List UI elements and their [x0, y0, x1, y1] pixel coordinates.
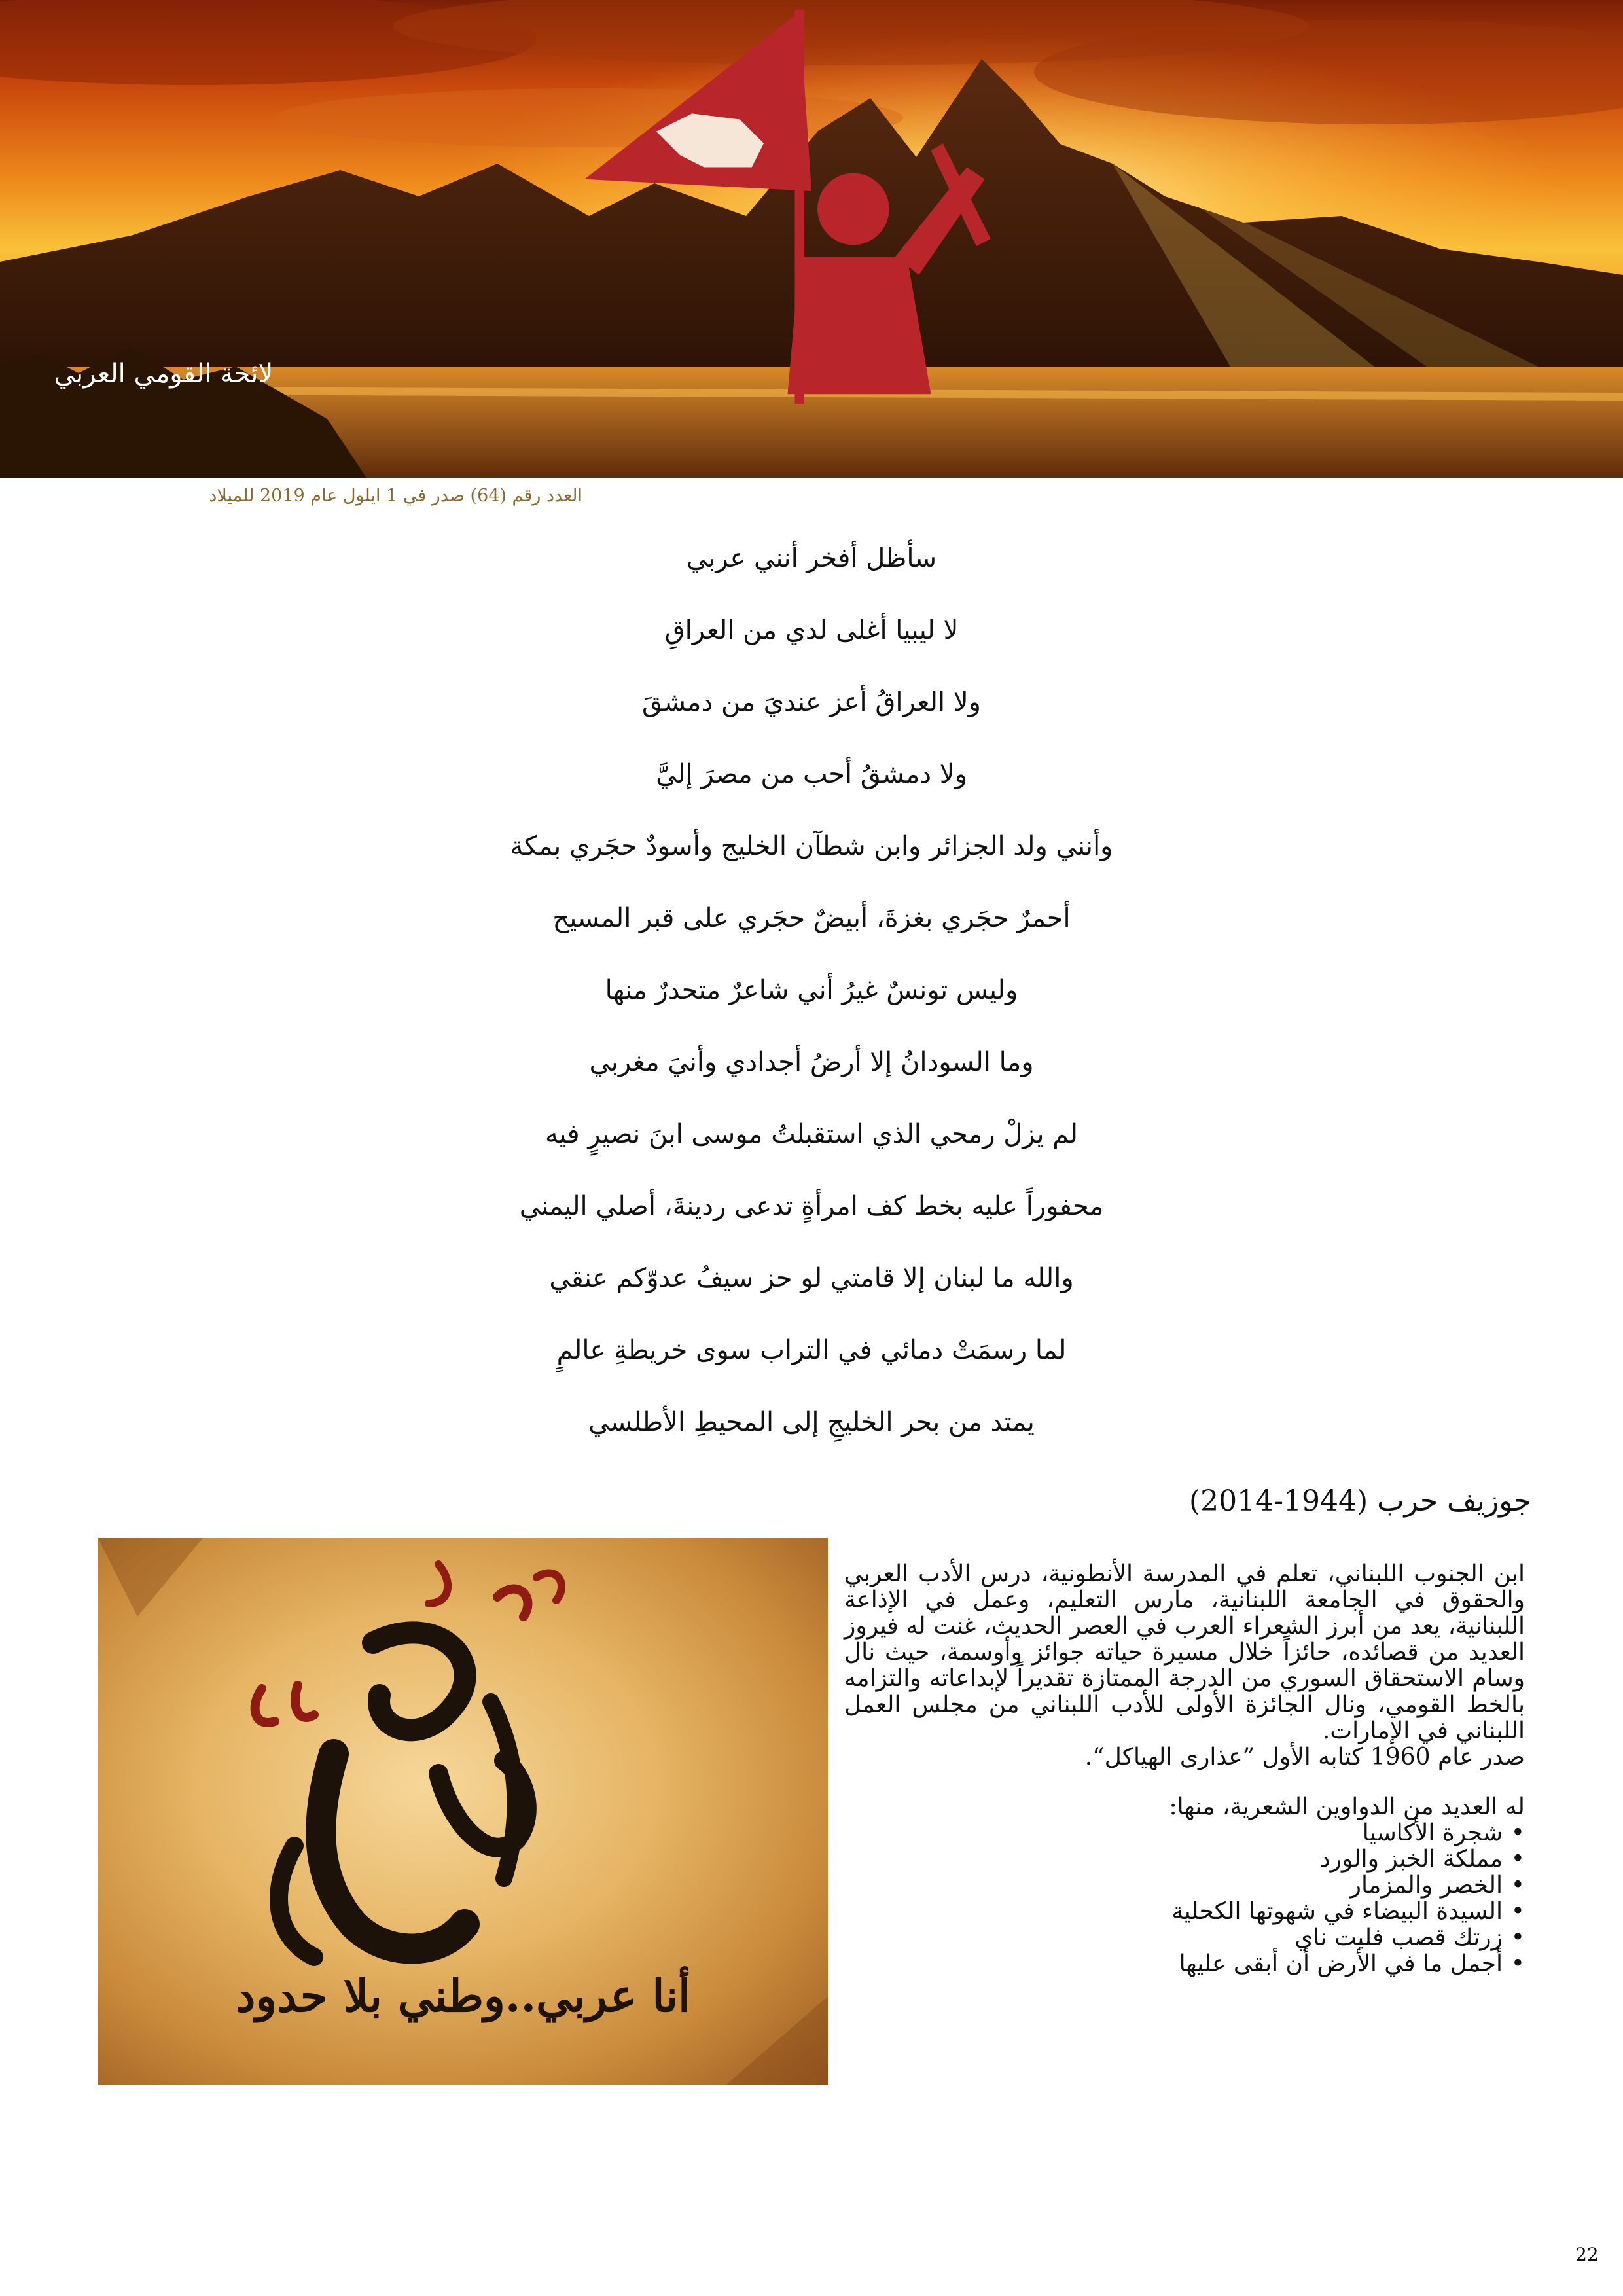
issue-line: العدد رقم (64) صدر في 1 ايلول عام 2019 للميلاد — [209, 486, 582, 506]
list-item: • مملكة الخبز والورد — [844, 1846, 1525, 1873]
logo-flag-icon — [0, 0, 1623, 478]
poem-line: والله ما لبنان إلا قامتي لو حز سيفُ عدوّكم عنقي — [549, 1263, 1074, 1293]
poem-line: يمتد من بحر الخليجِ إلى المحيطِ الأطلسي — [588, 1407, 1035, 1437]
image-caption: أنا عربي..وطني بلا حدود — [235, 1970, 691, 2022]
collections-list — [844, 1820, 1525, 1977]
list-item: • السيدة البيضاء في شهوتها الكحلية — [844, 1899, 1525, 1925]
list-item: • أجمل ما في الأرض أن أبقى عليها — [844, 1951, 1525, 1977]
poem-line: لم يزلْ رمحي الذي استقبلتُ موسى ابنَ نصيرٍ فيه — [544, 1119, 1079, 1149]
poem-line: سأظل أفخر أنني عربي — [686, 543, 937, 573]
calligraphy-image — [98, 1538, 828, 2085]
page-number: 22 — [1575, 2244, 1599, 2265]
brand-name: لائحة القومي العربي — [54, 359, 274, 389]
poem-line: لما رسمَتْ دمائي في التراب سوى خريطةِ عالمٍ — [556, 1335, 1067, 1365]
poem-line: محفوراً عليه بخط كف امرأةٍ تدعى ردينةَ، أصلي اليمني — [519, 1191, 1104, 1221]
bio-first-book: صدر عام 1960 كتابه الأول ”عذارى الهياكل“. — [1084, 1744, 1525, 1770]
poem-line: ولا العراقُ أعز عنديَ من دمشقَ — [642, 687, 981, 717]
list-item: • شجرة الأكاسيا — [844, 1820, 1525, 1846]
poem-line: لا ليبيا أغلى لدي من العراقِ — [664, 615, 959, 645]
poem-line: وما السودانُ إلا أرضُ أجدادي وأنيَ مغربي — [589, 1047, 1034, 1077]
poem-line: وليس تونسٌ غيرُ أني شاعرٌ متحدرٌ منها — [605, 975, 1018, 1005]
poem-line: ولا دمشقُ أحب من مصرَ إليَّ — [656, 759, 967, 789]
bio-paragraph: ابن الجنوب اللبناني، تعلم في المدرسة الأنطونية، درس الأدب العربي والحقوق في الجامعة اللبنانية، مارس التعليم، وعمل في الإذاعة اللبنانية، يعد من أبرز الشعراء العرب في العصر الحديث، غنت له فيروز العديد من قصائده، حائزاً خلال مسيرة حياته جوائز وأوسمة، حيث نال وسام الاستحقاق السوري من الدرجة الممتازة تقديراً لإبداعاته والتزامه بالخط القومي، ونال الجائزة الأولى للأدب اللبناني من مجلس العمل اللبناني في الإمارات. — [844, 1560, 1525, 1744]
poem-line: وأنني ولد الجزائر وابن شطآن الخليج وأسودٌ حجَري بمكة — [510, 831, 1113, 861]
list-item: • الخصر والمزمار — [844, 1873, 1525, 1899]
poem-line: أحمرٌ حجَري بغزةَ، أبيضٌ حجَري على قبر المسيح — [552, 903, 1071, 933]
list-item: • زرتك قصب فليت ناي — [844, 1925, 1525, 1951]
bio-collections-intro: له العديد من الدواوين الشعرية، منها: — [1169, 1793, 1525, 1820]
author-heading: جوزيف حرب (1944-2014) — [1188, 1484, 1531, 1518]
header-banner — [0, 0, 1623, 478]
biography — [844, 1561, 1525, 1977]
